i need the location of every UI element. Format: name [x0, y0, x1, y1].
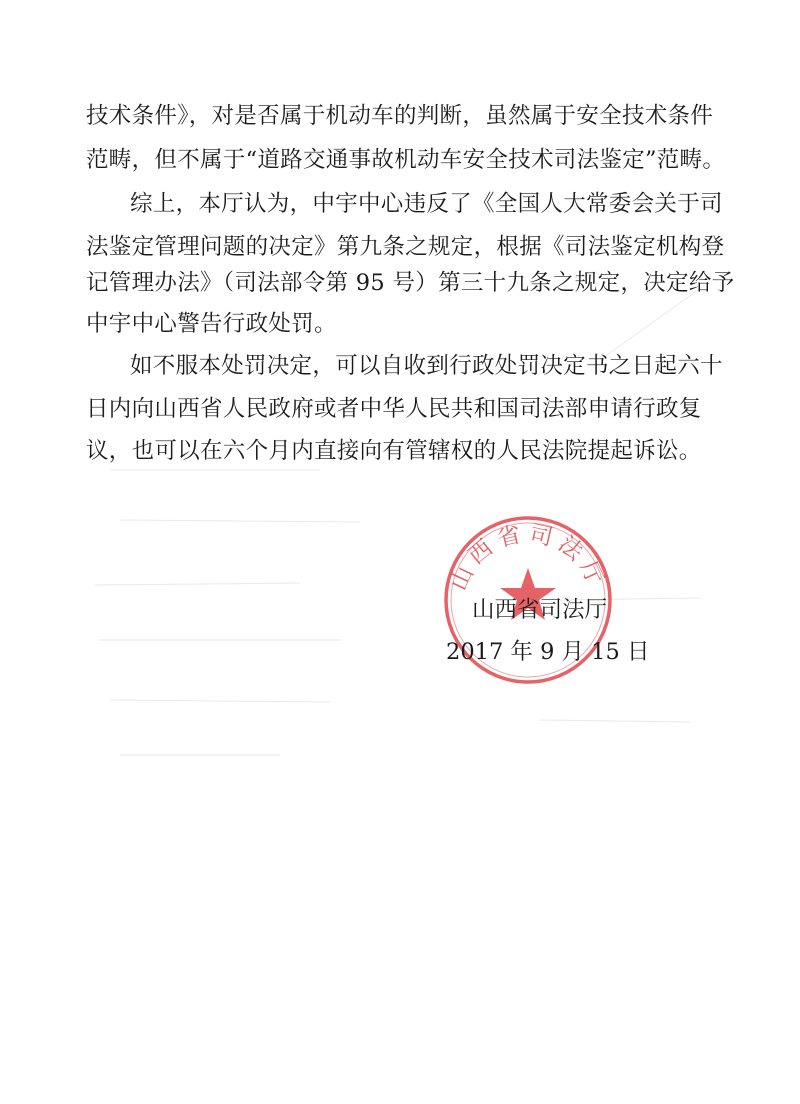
- paragraph-3-line-3: 议，也可以在六个月内直接向有管辖权的人民法院提起诉讼。: [86, 438, 702, 464]
- seal-text: 山西省司法厅: [445, 520, 611, 595]
- paragraph-2-line-4: 中宇中心警告行政处罚。: [86, 311, 337, 337]
- paragraph-2-line-3: 记管理办法》（司法部令第 95 号）第三十九条之规定，决定给予: [86, 270, 735, 296]
- paragraph-2-line-2: 法鉴定管理问题的决定》第九条之规定，根据《司法鉴定机构登: [86, 234, 725, 260]
- paragraph-3-line-1: 如不服本处罚决定，可以自收到行政处罚决定书之日起六十: [130, 353, 723, 379]
- issue-date: 2017 年 9 月 15 日: [446, 639, 650, 665]
- paragraph-3-line-2: 日内向山西省人民政府或者中华人民共和国司法部申请行政复: [86, 396, 702, 422]
- paragraph-2-line-1: 综上，本厅认为，中宇中心违反了《全国人大常委会关于司: [130, 191, 723, 217]
- paragraph-1-line-1: 技术条件》，对是否属于机动车的判断，虽然属于安全技术条件: [86, 103, 714, 129]
- paragraph-1-line-2: 范畴，但不属于“道路交通事故机动车安全技术司法鉴定”范畴。: [86, 147, 726, 173]
- issuer-name: 山西省司法厅: [472, 597, 608, 623]
